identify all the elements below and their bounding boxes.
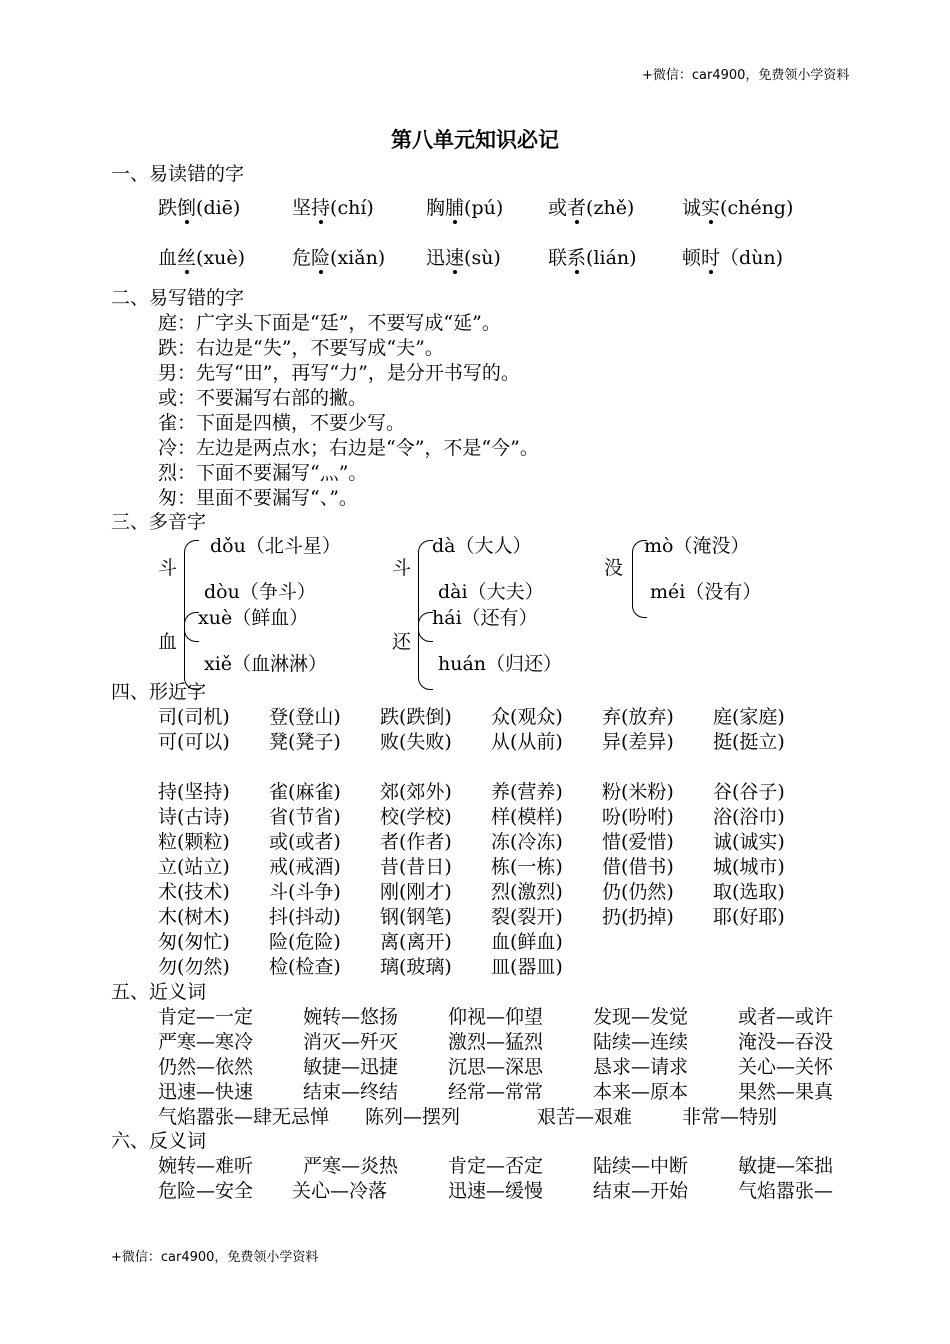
similar-char-pair: 扔(扔掉) (602, 906, 674, 928)
similar-char-pair: 勿(勿然) (158, 956, 230, 978)
synonym-pair: 消灭—歼灭 (303, 1031, 399, 1053)
similar-char-pair: 从(从前) (491, 731, 563, 753)
similar-char-pair: 昔(昔日) (380, 856, 452, 878)
miswrite-line: 雀：下面是四横，不要少写。 (158, 412, 406, 434)
polyphone-reading: dà（大人） (432, 535, 532, 557)
misread-word (158, 196, 240, 221)
similar-chars-block-2 (158, 780, 824, 980)
section-heading-2: 二、易写错的字 (111, 287, 245, 309)
similar-char-pair: 粒(颗粒) (158, 831, 230, 853)
section-heading-3: 三、多音字 (111, 511, 207, 533)
pinyin: (diē) (196, 197, 241, 219)
similar-char-pair: 诚(诚实) (713, 831, 785, 853)
misread-word (682, 246, 783, 271)
pinyin: (chí) (330, 197, 374, 219)
header-note: +微信：car4900，免费领小学资料 (642, 68, 850, 83)
word-char-dotted: 时 (701, 247, 721, 269)
similar-char-pair: 或(或者) (269, 831, 341, 853)
synonym-pair: 非常—特别 (682, 1106, 778, 1128)
polyphone-reading: dòu（争斗） (204, 581, 316, 603)
similar-char-pair: 校(学校) (380, 806, 452, 828)
synonym-pair: 果然—果真 (738, 1081, 834, 1103)
antonym-row-1 (158, 1154, 883, 1179)
polyphone-reading: méi（没有） (650, 581, 762, 603)
section-heading-6: 六、反义词 (111, 1130, 207, 1152)
miswrite-line: 跌：右边是“失”，不要写成“夫”。 (158, 337, 444, 359)
polyphone-reading: dǒu（北斗星） (210, 535, 341, 557)
similar-char-pair: 借(借书) (602, 856, 674, 878)
similar-char-pair: 庭(家庭) (713, 706, 785, 728)
similar-char-pair: 吩(吩咐) (602, 806, 674, 828)
polyphone-reading: xuè（鲜血） (198, 607, 309, 629)
synonym-pair: 陆续—连续 (593, 1031, 689, 1053)
synonym-pair: 艰苦—艰难 (537, 1106, 633, 1128)
similar-char-pair: 省(节省) (269, 806, 341, 828)
similar-char-pair: 谷(谷子) (713, 781, 785, 803)
synonym-pair: 发现—发觉 (593, 1006, 689, 1028)
similar-char-pair: 惜(爱惜) (602, 831, 674, 853)
word-char-dotted: 丝 (177, 247, 197, 269)
similar-char-pair: 术(技术) (158, 881, 230, 903)
brace (418, 612, 433, 690)
miswrite-line: 冷：左边是两点水；右边是“令”，不是“今”。 (158, 437, 539, 459)
polyphone-char: 斗 (158, 557, 178, 579)
pinyin: (xuè) (196, 247, 246, 269)
pinyin: (lián) (586, 247, 637, 269)
polyphone-char: 还 (392, 631, 412, 653)
miswrite-line: 或：不要漏写右部的撇。 (158, 387, 368, 409)
synonym-pair: 陈列—摆列 (365, 1106, 461, 1128)
similar-char-pair: 持(坚持) (158, 781, 230, 803)
similar-char-pair: 璃(玻璃) (380, 956, 452, 978)
antonym-pair: 危险—安全 (158, 1180, 254, 1202)
similar-char-pair: 皿(器皿) (491, 956, 563, 978)
antonym-pair: 肯定—否定 (448, 1155, 544, 1177)
similar-char-pair: 冻(冷冻) (491, 831, 563, 853)
section-heading-4: 四、形近字 (111, 681, 207, 703)
pinyin: (xiǎn) (330, 247, 386, 269)
similar-char-pair: 养(营养) (491, 781, 563, 803)
synonym-pair: 激烈—猛烈 (448, 1031, 544, 1053)
word-char-dotted: 速 (445, 247, 465, 269)
similar-char-pair: 抖(抖动) (269, 906, 341, 928)
synonym-pair: 淹没—吞没 (738, 1031, 834, 1053)
word-char: 危 (292, 247, 312, 269)
misread-word (158, 246, 245, 271)
antonym-pair: 婉转—难听 (158, 1155, 254, 1177)
similar-char-pair: 败(失败) (380, 731, 452, 753)
synonym-pair: 气焰嚣张—肆无忌惮 (158, 1106, 330, 1128)
polyphone-reading: mò（淹没） (644, 535, 750, 557)
page-title: 第八单元知识必记 (391, 128, 559, 152)
pinyin: (sù) (464, 247, 501, 269)
word-char: 坚 (292, 197, 312, 219)
antonym-pair: 严寒—炎热 (303, 1155, 399, 1177)
synonym-pair: 沉思—深思 (448, 1056, 544, 1078)
synonym-pair: 经常—常常 (448, 1081, 544, 1103)
synonym-pair: 仍然—依然 (158, 1056, 254, 1078)
misread-word (548, 246, 637, 271)
similar-char-pair: 凳(凳子) (269, 731, 341, 753)
similar-char-pair: 耶(好耶) (713, 906, 785, 928)
synonym-pair: 结束—终结 (303, 1081, 399, 1103)
similar-char-pair: 裂(裂开) (491, 906, 563, 928)
similar-char-pair: 取(选取) (713, 881, 785, 903)
similar-char-pair: 弃(放弃) (602, 706, 674, 728)
word-char: 血 (158, 247, 178, 269)
similar-char-pair: 异(差异) (602, 731, 674, 753)
miswrite-line: 庭：广字头下面是“廷”，不要写成“延”。 (158, 312, 501, 334)
section-heading-5: 五、近义词 (111, 981, 207, 1003)
antonym-pair: 结束—开始 (593, 1180, 689, 1202)
similar-char-pair: 粉(米粉) (602, 781, 674, 803)
word-char: 迅 (426, 247, 446, 269)
synonym-pair: 本来—原本 (593, 1081, 689, 1103)
similar-char-pair (713, 955, 824, 980)
polyphone-reading: xiě（血淋淋） (204, 653, 328, 675)
similar-char-pair: 跌(跌倒) (380, 706, 452, 728)
synonym-pair: 迅速—快速 (158, 1081, 254, 1103)
similar-char-pair: 离(离开) (380, 931, 452, 953)
polyphone-char: 没 (604, 557, 624, 579)
similar-char-pair (602, 930, 713, 955)
similar-char-pair (602, 955, 713, 980)
antonym-pair: 迅速—缓慢 (448, 1180, 544, 1202)
brace (184, 612, 199, 690)
polyphone-reading: huán（归还） (438, 653, 563, 675)
similar-char-pair: 众(观众) (491, 706, 563, 728)
synonym-pair: 关心—关怀 (738, 1056, 834, 1078)
similar-char-pair: 刚(刚才) (380, 881, 452, 903)
polyphone-char: 血 (158, 631, 178, 653)
similar-char-pair: 雀(麻雀) (269, 781, 341, 803)
similar-char-pair: 仍(仍然) (602, 881, 674, 903)
word-char: 联 (548, 247, 568, 269)
similar-char-pair: 匆(匆忙) (158, 931, 230, 953)
miswrite-line: 匆：里面不要漏写“、”。 (158, 487, 358, 509)
similar-char-pair: 诗(古诗) (158, 806, 230, 828)
polyphone-reading: hái（还有） (432, 607, 538, 629)
misread-word (548, 196, 634, 221)
similar-char-pair: 斗(斗争) (269, 881, 341, 903)
misread-word (426, 246, 501, 271)
pinyin: (zhě) (586, 197, 635, 219)
similar-chars-block-1 (158, 705, 824, 755)
word-char: 或 (548, 197, 568, 219)
similar-char-pair: 郊(郊外) (380, 781, 452, 803)
antonym-pair: 陆续—中断 (593, 1155, 689, 1177)
word-char-dotted: 脯 (445, 197, 465, 219)
similar-char-pair: 城(城市) (713, 856, 785, 878)
antonym-pair: 敏捷—笨拙 (738, 1155, 834, 1177)
word-char: 胸 (426, 197, 446, 219)
similar-char-pair: 样(模样) (491, 806, 563, 828)
word-char-dotted: 系 (567, 247, 587, 269)
word-char-dotted: 者 (567, 197, 587, 219)
miswrite-line: 男：先写“田”，再写“力”，是分开书写的。 (158, 362, 520, 384)
similar-char-pair: 检(检查) (269, 956, 341, 978)
antonym-pair: 关心—冷落 (292, 1180, 388, 1202)
pinyin: (chéng) (720, 197, 794, 219)
similar-char-pair: 可(可以) (158, 731, 230, 753)
pinyin: （dùn) (720, 247, 784, 269)
similar-char-pair: 血(鲜血) (491, 931, 563, 953)
antonym-pair: 气焰嚣张— (738, 1180, 834, 1202)
similar-char-pair: 木(树木) (158, 906, 230, 928)
similar-char-pair: 司(司机) (158, 706, 230, 728)
polyphone-reading: dài（大夫） (438, 581, 544, 603)
similar-char-pair: 者(作者) (380, 831, 452, 853)
misread-word (292, 246, 385, 271)
similar-char-pair: 浴(浴巾) (713, 806, 785, 828)
footer-note: +微信：car4900，免费领小学资料 (111, 1250, 319, 1265)
similar-char-pair (713, 930, 824, 955)
synonym-pair: 或者—或许 (738, 1006, 834, 1028)
misread-word (426, 196, 503, 221)
synonym-pair: 敏捷—迅捷 (303, 1056, 399, 1078)
misread-word (682, 196, 793, 221)
similar-char-pair: 挺(挺立) (713, 731, 785, 753)
similar-char-pair: 栋(一栋) (491, 856, 563, 878)
word-char-dotted: 险 (311, 247, 331, 269)
synonym-pair: 恳求—请求 (593, 1056, 689, 1078)
word-char-dotted: 实 (701, 197, 721, 219)
synonym-pair: 仰视—仰望 (448, 1006, 544, 1028)
synonym-pair: 严寒—寒冷 (158, 1031, 254, 1053)
miswrite-line: 烈：下面不要漏写“灬”。 (158, 462, 368, 484)
similar-char-pair: 钢(钢笔) (380, 906, 452, 928)
word-char: 跌 (158, 197, 178, 219)
synonym-table (158, 1005, 883, 1105)
synonym-pair: 婉转—悠扬 (303, 1006, 399, 1028)
misread-word (292, 196, 374, 221)
synonym-pair: 肯定—一定 (158, 1006, 254, 1028)
similar-char-pair: 登(登山) (269, 706, 341, 728)
pinyin: (pú) (464, 197, 504, 219)
similar-char-pair: 戒(戒酒) (269, 856, 341, 878)
section-heading-1: 一、易读错的字 (111, 163, 245, 185)
word-char-dotted: 持 (311, 197, 331, 219)
word-char: 诚 (682, 197, 702, 219)
similar-char-pair: 烈(激烈) (491, 881, 563, 903)
word-char-dotted: 倒 (177, 197, 197, 219)
similar-char-pair: 险(危险) (269, 931, 341, 953)
polyphone-char: 斗 (392, 557, 412, 579)
word-char: 顿 (682, 247, 702, 269)
similar-char-pair: 立(站立) (158, 856, 230, 878)
